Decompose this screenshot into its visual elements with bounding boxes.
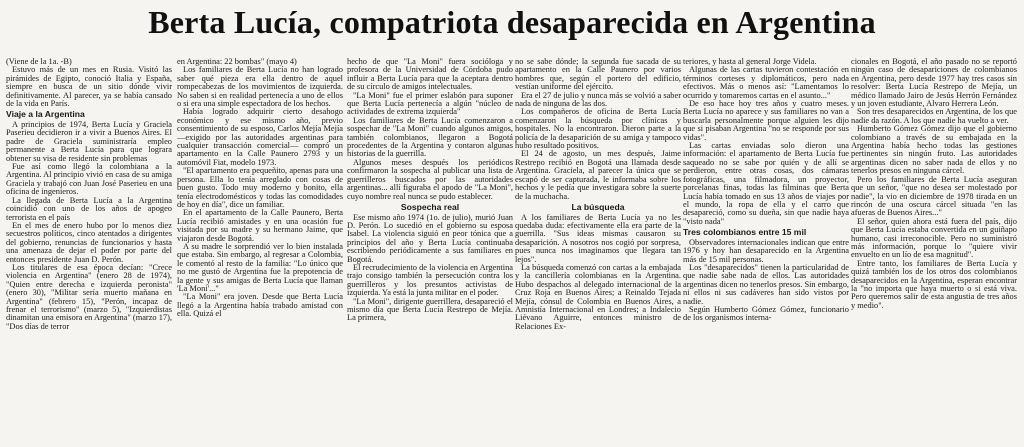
section-heading: Viaje a la Argentina xyxy=(6,109,85,120)
paragraph: Los familiares de Berta Lucía no han logrado saber qué pieza era ella dentro de aquel rompecabezas de los movimientos de izquierda. No saben si en realidad pertenecía a uno de ellos o si era una simple espectadora de los hechos. xyxy=(177,65,343,109)
section-heading: La búsqueda xyxy=(571,201,625,212)
paragraph: A su madre le sorprendió ver lo bien instalada que estaba. Sin embargo, al regresar a Colombia, le comentó al resto de la familia: "Lo único que no me gustó de Argentina fue la prepotencia de la gente y sus amigas de Berta Lucía que llaman 'La Moni'..." xyxy=(177,241,343,293)
paragraph: Fue así como llegó la colombiana a la Argentina. Al principio vivió en casa de su amiga Graciela y trabajó con Juan José Paserieu en una oficina de ingenieros. xyxy=(6,162,172,197)
paragraph: La búsqueda comenzó con cartas a la embajada y la cancillería colombianas en la Argentina. Hubo despachos al delegado internacional de la Cruz Roja en Buenos Aires; a Reinaldo Tejada Mejía, cónsul de Colombia en Buenos Aires, a Amnistía Internacional en Londres; a Indalecio Liévano Aguirre, entonces ministro de Relaciones Ex- xyxy=(515,262,681,331)
paragraph: Había logrado adquirir cierto desahogo económico y ese mismo año, previo consentimiento de su esposo, Carlos Mejía Mejía —exigido por las autoridades argentinas para cualquier transacción comercial— compró un apartamento en la Calle Paunero 2793 y un automóvil Fiat, modelo 1973. xyxy=(177,107,343,167)
paragraph: A principios de 1974, Berta Lucía y Graciela Paserieu decidieron ir a vivir a Buenos Aires. El padre de Graciela suministraría empleo permanente a Berta Lucía para que lograra obtener su visa de residente sin problemas xyxy=(6,120,172,163)
paragraph: "La Moni", dirigente guerrillera, desapareció el mismo día que Berta Lucía Restrepo de Mejía. La primera, xyxy=(347,296,513,323)
paragraph: La llegada de Berta Lucía a la Argentina coincidió con uno de los años de apogeo terrorista en el país xyxy=(6,195,172,222)
paragraph: El señor, quien ahora está fuera del país, dijo que Berta Lucía estaba convertida en un guiñapo humano, casi irreconocible. Pero no suministró más información, porque lo "quiere vivir envuelto en un lío de esa magnitud". xyxy=(851,216,1017,260)
article-column-4 xyxy=(515,58,681,447)
paragraph: Algunas de las cartas tuvieron contestación en términos corteses y diplomáticos, pero nada efectivos. Más o menos así: "Lamentamos lo ocurrido y tomaremos cartas en el asunto..." xyxy=(683,65,849,100)
paragraph: El 24 de agosto, un mes después, Jaime Restrepo recibió en Bogotá una llamada desde Argentina. Graciela, al parecer la única que se escapó de ser capturada, le informaba sobre los hechos y le pedía que investigara sobre la suerte de la muchacha. xyxy=(515,149,681,201)
section-heading: Tres colombianos entre 15 mil xyxy=(683,227,807,238)
paragraph: Los familiares de Berta Lucía comenzaron a sospechar de "La Moni" cuando algunos amigos, también colombianos, llegaron a Bogotá procedentes de la Argentina y contaron algunas historias de la guerrilla. xyxy=(347,115,513,159)
paragraph: Los "desaparecidos" tienen la particularidad de que nadie sabe nada de ellos. Las autoridades argentinas dicen no tenerlos presos. Sin embargo, ni ellos ni sus cadáveres han sido vistos por nadie. xyxy=(683,262,849,306)
section-heading: Sospecha real xyxy=(400,201,460,212)
paragraph: El recrudecimiento de la violencia en Argentina trajo consigo también la persecución contra los guerrilleros y los presuntos activistas de izquierda. Ya está la junta militar en el poder. xyxy=(347,262,513,298)
paragraph: "La Moni" era joven. Desde que Berta Lucía llegó a la Argentina había trabado amistad con ella. Quizá el xyxy=(177,292,343,319)
paragraph: Son tres desaparecidos en Argentina, de los que nadie da razón. A los que nadie ha vuelto a ver. xyxy=(851,107,1017,125)
article-column-2 xyxy=(177,58,343,447)
paragraph: en Argentina: 22 bombas" (mayo 4) xyxy=(177,58,297,66)
paragraph: A los familiares de Berta Lucía ya no les quedaba duda: efectivamente ella era parte de la guerrilla. "Sus ideas mismas causaron su desaparición. A nosotros nos cogió por sorpresa, pues nunca nos imaginamos que llegara tan lejos". xyxy=(515,212,681,264)
paragraph: Era el 27 de julio y nunca más se volvió a saber nada de ninguna de las dos. xyxy=(515,90,681,109)
paragraph: Pero los familiares de Berta Lucía aseguran que un señor, "que no desea ser molestado por nadie", la vio en diciembre de 1978 tirada en un rincón de una oscura cárcel situada "en las afueras de Buenos Aires..." xyxy=(851,174,1017,218)
paragraph: (Viene de la 1a. -B) xyxy=(6,58,72,66)
paragraph: Los compañeros de oficina de Berta Lucía comenzaron la búsqueda por clínicas y hospitales. No la encontraron. Dieron parte a la policía de la desaparición de su amiga y tampoco hubo resultado positivos. xyxy=(515,107,681,151)
paragraph: Los titulares de esa época decían: "Crece violencia en Argentina" (enero 28 de 1974), "Quien entre derecha e izquierda peronista" (enero 30), "Militar sería muerto mañana en Argentina" (febrero 15), "Perón, incapaz de frenar el terrorismo" (marzo 5), "Izquierdistas dinamitan una emisora en Argentina" (marzo 17), "Dos días de terror xyxy=(6,262,172,331)
paragraph: "La Moni" fue el primer eslabón para suponer que Berta Lucía pertenecía a algún "núcleo de actividades de extrema izquierda" xyxy=(347,90,513,117)
headline: Berta Lucía, compatriota desaparecida en Argentina xyxy=(148,4,876,40)
paragraph: Según Humberto Gómez Gómez, funcionario de los organismos interna- xyxy=(683,304,849,323)
paragraph: no se sabe dónde; la segunda fue sacada de su apartamento en la Calle Paunero por varios hombres que, según el portero del edificio, vestían uniforme del ejército. xyxy=(515,58,681,92)
paragraph: Observadores internacionales indican que entre 1976 y hoy han desaparecido en la Argentina más de 15 mil personas. xyxy=(683,237,849,264)
paragraph: "El apartamento era pequeñito, apenas para una persona. Ella lo tenía arreglado con cosas de buen gusto. Todo muy moderno y bonito, ella tenía electrodomésticos y todas las comodidades de hoy en día", dice un familiar. xyxy=(177,166,343,209)
paragraph: Las cartas enviadas solo dieron una información: el apartamento de Berta Lucía fue saqueado no se sabe por quién y de allí se perdieron, entre otras cosas, dos cámaras fotográficas, una filmadora, un proyector, porcelanas finas, todas las filminas que Berta Lucía había tomado en sus 13 años de viajes por el mundo, la ropa de ella y el carro que desapareció, como su dueña, sin que nadie haya "visto nada" xyxy=(683,141,849,226)
article-column-3 xyxy=(347,58,513,447)
paragraph: cionales en Bogotá, el año pasado no se reportó ningún caso de desapariciones de colombianos en Argentina, pero desde 1977 hay tres casos sin resolver: Berta Lucía Restrepo de Mejía, un médico llamado Jairo de Jesús Herrón Fernández y un joven estudiante, Alvaro Herrera León. xyxy=(851,58,1017,109)
paragraph: hecho de que "La Moni" fuera socióloga y profesora de la Universidad de Córdoba pudo influir a Berta Lucía para que la aceptara dentro de su círculo de amigos intelectuales. xyxy=(347,58,513,92)
article-column-6 xyxy=(851,58,1017,447)
article-body xyxy=(6,58,1020,447)
paragraph: Ese mismo año 1974 (1o. de julio), murió Juan D. Perón. Lo sucedió en el gobierno su esposa Isabel. La violencia siguió en peor tónica que a principios del año y Berta Lucía continuaba escribiendo periódicamente a sus familiares en Bogotá. xyxy=(347,212,513,264)
paragraph: teriores, y hasta al general Jorge Videla. xyxy=(683,58,817,66)
paragraph: Entre tanto, los familiares de Berta Lucía y quizá también los de los otros dos colombianos desaparecidos en la Argentina, esperan encontrar la "no importa que haya muerto o si está viva. Pero queremos salir de esta angustia de tres años y medio". xyxy=(851,258,1017,310)
article-column-1 xyxy=(6,58,172,447)
paragraph: Algunos meses después los periódicos confirmaron la sospecha al publicar una lista de guerrilleros buscados por las autoridades argentinas... allí figuraba el apodo de "La Moni", cuyo nombre real nunca se pudo establecer. xyxy=(347,157,513,201)
paragraph: En el mes de enero hubo por lo menos diez secuestros políticos, cinco atentados a dirigentes del gobierno, renuncias de funcionarios y hasta una amenaza de dejar el poder por parte del entonces presidente Juan D. Perón. xyxy=(6,220,172,264)
paragraph: Estuvo más de un mes en Rusia. Visitó las pirámides de Egipto, conoció Italia y España, siempre en busca de un sitio dónde vivir definitivamente. Al parecer, ya se había cansado de la vida en París. xyxy=(6,65,172,109)
paragraph: De eso hace hoy tres años y cuatro meses. Berta Lucía no aparece y sus familiares no van a buscarla personalmente porque alguien les dijo que si pisaban Argentina "no se responde por sus vidas". xyxy=(683,99,849,142)
article-column-5 xyxy=(683,58,849,447)
paragraph: Humberto Gómez Gómez dijo que el gobierno colombiano a través de su embajada en la Argentina había hecho todas las gestiones pertinentes sin ningún fruto. Las autoridades argentinas dicen no saber nada de ellos y no tenerlos presos en ninguna cárcel. xyxy=(851,124,1017,176)
paragraph: En el apartamento de la Calle Paunero, Berta Lucía recibió amistades y en una ocasión fue visitada por su madre y su hermano Jaime, que viajaron desde Bogotá. xyxy=(177,208,343,243)
